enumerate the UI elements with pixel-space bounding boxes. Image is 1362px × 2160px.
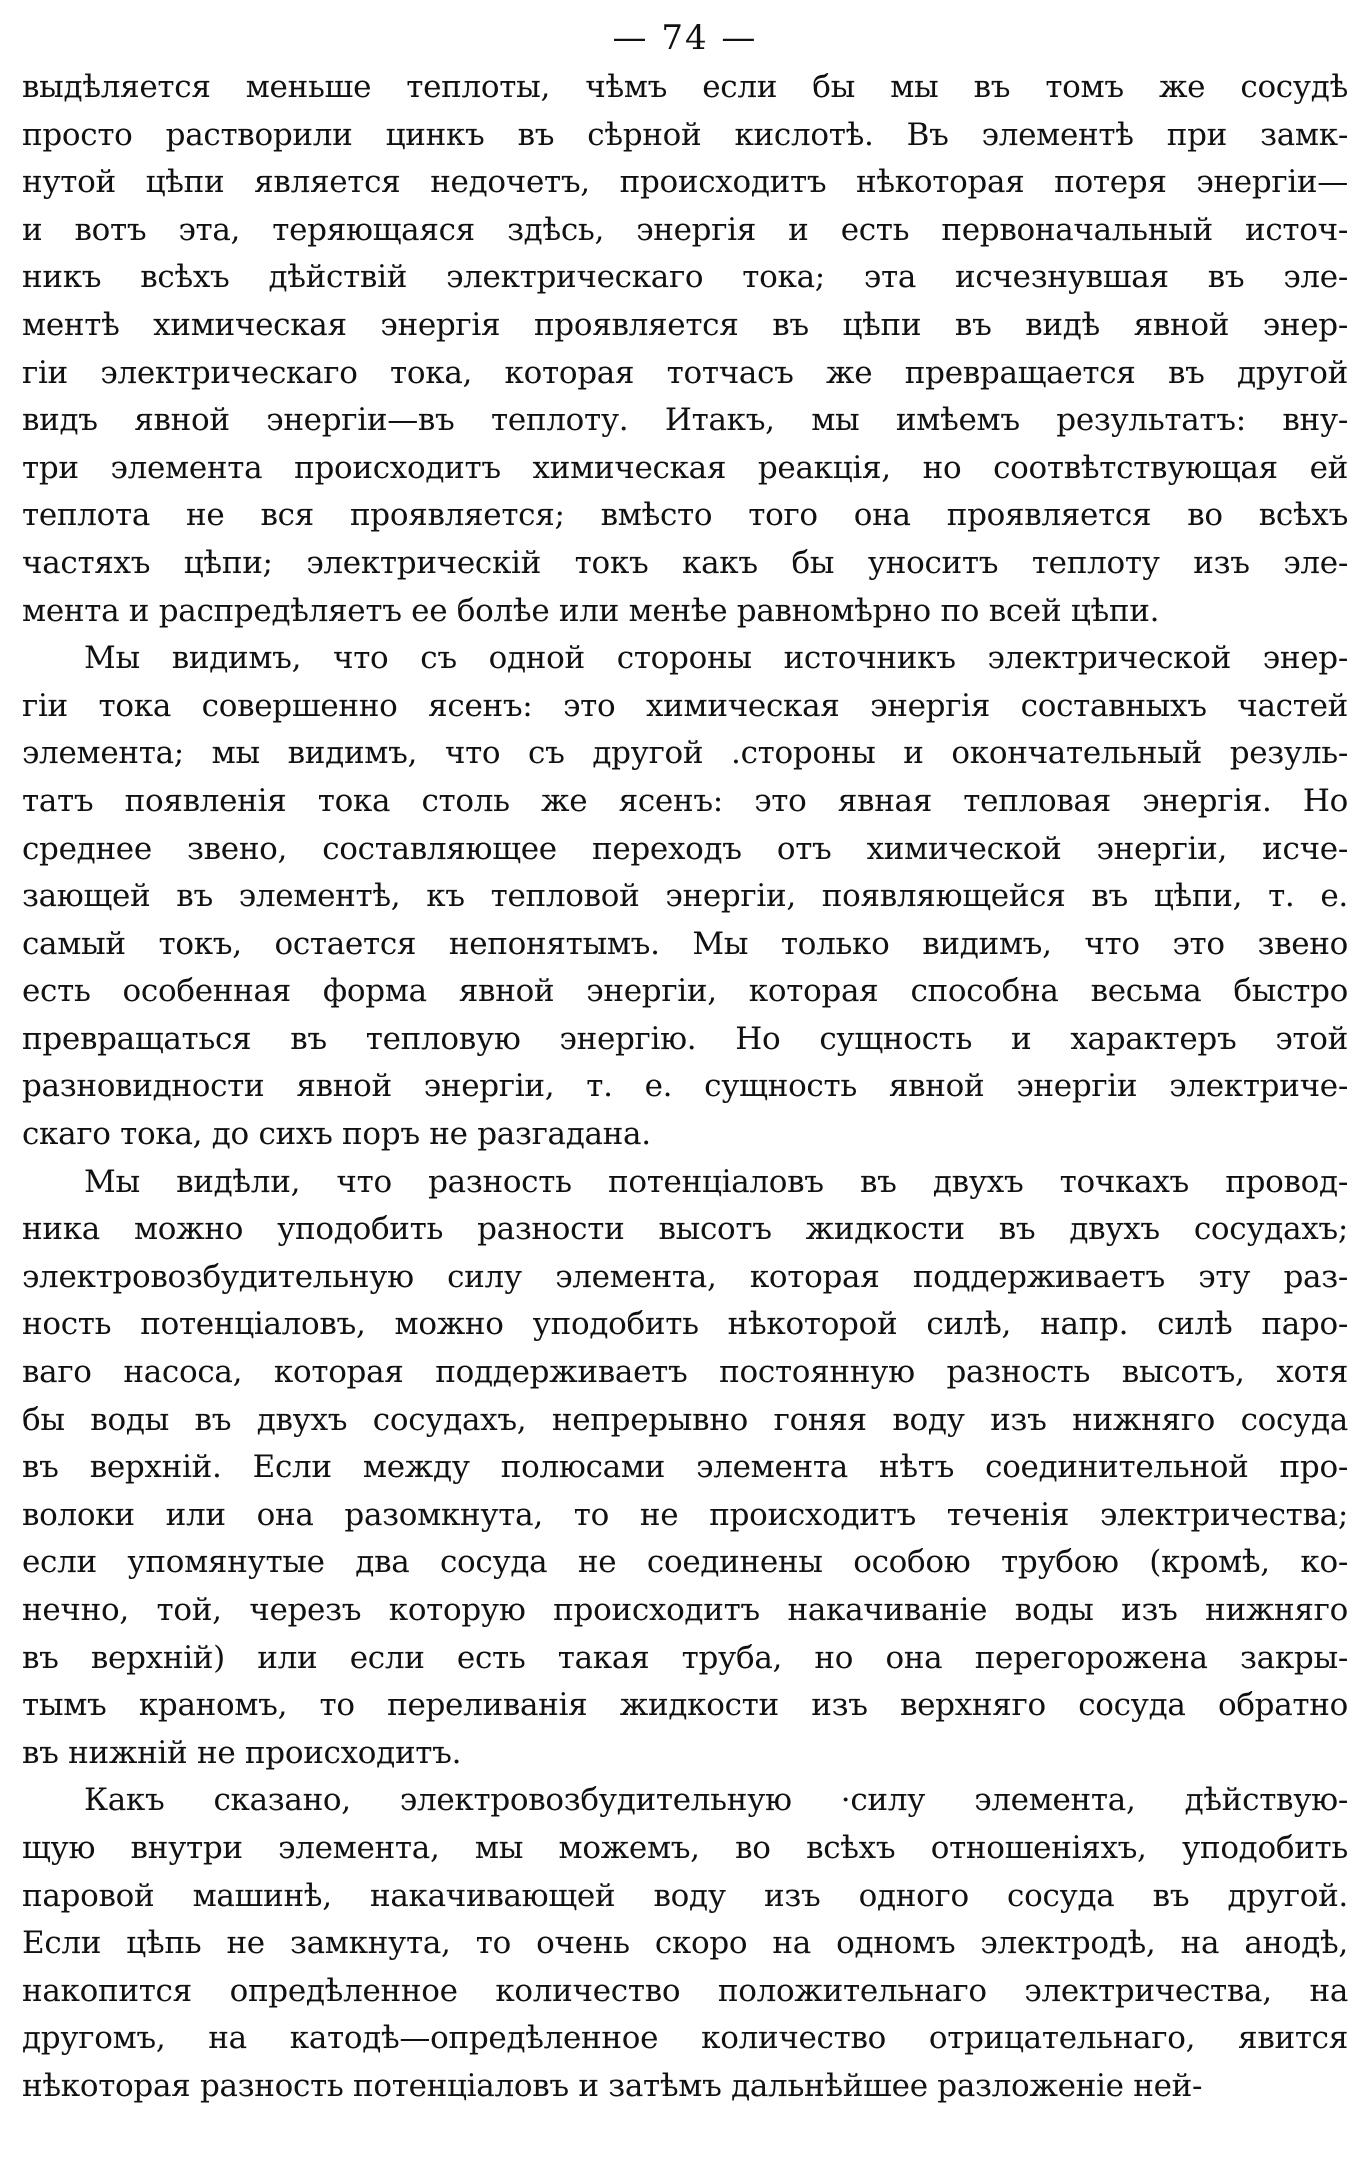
text-line: накопится опредѣленное количество положительнаго электричества, на [22, 1972, 1348, 2009]
text-line: тымъ краномъ, то переливанія жидкости изъ верхняго сосуда обратно [22, 1687, 1348, 1724]
text-line: татъ появленія тока столь же ясенъ: это явная тепловая энергія. Но [22, 782, 1348, 819]
text-line: превращаться въ тепловую энергію. Но сущность и характеръ этой [22, 1020, 1348, 1057]
text-line: Мы видимъ, что съ одной стороны источникъ электрической энер- [84, 640, 1348, 677]
text-line: три элемента происходитъ химическая реакція, но соотвѣтствующая ей [22, 449, 1348, 486]
text-line: просто растворили цинкъ въ сѣрной кислотѣ. Въ элементѣ при замк- [22, 116, 1348, 153]
page-text [22, 64, 1348, 2111]
paragraph [22, 1159, 1348, 1778]
text-line: зающей въ элементѣ, къ тепловой энергіи, появляющейся въ цѣпи, т. е. [22, 878, 1348, 915]
page-number: — 74 — [612, 18, 758, 58]
text-line: мента и распредѣляетъ ее болѣе или менѣе равномѣрно по всей цѣпи. [22, 592, 1160, 629]
text-line: и вотъ эта, теряющаяся здѣсь, энергія и есть первоначальный источ- [22, 211, 1348, 248]
text-line: видъ явной энергіи—въ теплоту. Итакъ, мы имѣемъ результатъ: вну- [22, 402, 1348, 439]
text-line: паровой машинѣ, накачивающей воду изъ одного сосуда въ другой. [22, 1877, 1348, 1914]
text-line: никъ всѣхъ дѣйствій электрическаго тока; эта исчезнувшая въ эле- [22, 259, 1348, 296]
text-line: ментѣ химическая энергія проявляется въ цѣпи въ видѣ явной энер- [22, 306, 1348, 343]
text-line: выдѣляется меньше теплоты, чѣмъ если бы мы въ томъ же сосудѣ [22, 69, 1348, 105]
text-line: нутой цѣпи является недочетъ, происходитъ нѣкоторая потеря энергіи— [22, 164, 1348, 201]
text-line: частяхъ цѣпи; электрическій токъ какъ бы уноситъ теплоту изъ эле- [22, 544, 1348, 581]
text-line: волоки или она разомкнута, то не происходитъ теченія электричества; [22, 1496, 1348, 1533]
text-line: ность потенціаловъ, можно уподобить нѣкоторой силѣ, напр. силѣ паро- [22, 1306, 1348, 1343]
text-line: самый токъ, остается непонятымъ. Мы только видимъ, что это звено [22, 925, 1348, 962]
text-line: ваго насоса, которая поддерживаетъ постоянную разность высотъ, хотя [22, 1354, 1348, 1391]
text-line: теплота не вся проявляется; вмѣсто того она проявляется во всѣхъ [22, 497, 1348, 534]
text-line: скаго тока, до сихъ поръ не разгадана. [22, 1116, 651, 1153]
paragraph [22, 1777, 1348, 2110]
text-line: Мы видѣли, что разность потенціаловъ въ двухъ точкахъ провод- [84, 1163, 1348, 1200]
text-line: электровозбудительную силу элемента, которая поддерживаетъ эту раз- [22, 1258, 1348, 1295]
paragraph [22, 635, 1348, 1159]
text-line: другомъ, на катодѣ—опредѣленное количество отрицательнаго, явится [22, 2020, 1348, 2057]
text-line: элемента; мы видимъ, что съ другой .стороны и окончательный резуль- [22, 735, 1348, 772]
text-line: въ нижній не происходитъ. [22, 1734, 462, 1771]
text-line: Если цѣпь не замкнута, то очень скоро на одномъ электродѣ, на анодѣ, [22, 1925, 1348, 1962]
text-line: Какъ сказано, электровозбудительную ·силу элемента, дѣйствую- [84, 1782, 1348, 1819]
text-line: въ верхній) или если есть такая труба, но она перегорожена закры- [22, 1639, 1348, 1676]
text-line: если упомянутые два сосуда не соединены особою трубою (кромѣ, ко- [22, 1544, 1348, 1581]
text-line: нѣкоторая разность потенціаловъ и затѣмъ дальнѣйшее разложеніе ней- [22, 2067, 1203, 2104]
text-line: щую внутри элемента, мы можемъ, во всѣхъ отношеніяхъ, уподобить [22, 1829, 1348, 1866]
text-line: нечно, той, черезъ которую происходитъ накачиваніе воды изъ нижняго [22, 1592, 1348, 1628]
text-line: ника можно уподобить разности высотъ жидкости въ двухъ сосудахъ; [22, 1211, 1348, 1248]
text-line: гіи тока совершенно ясенъ: это химическая энергія составныхъ частей [22, 687, 1348, 724]
text-line: гіи электрическаго тока, которая тотчасъ же превращается въ другой [22, 354, 1348, 391]
paragraph [22, 64, 1348, 635]
text-line: бы воды въ двухъ сосудахъ, непрерывно гоняя воду изъ нижняго сосуда [22, 1401, 1348, 1438]
text-line: въ верхній. Если между полюсами элемента нѣтъ соединительной про- [22, 1449, 1348, 1486]
text-line: разновидности явной энергіи, т. е. сущность явной энергіи электриче- [22, 1068, 1348, 1105]
text-line: есть особенная форма явной энергіи, которая способна весьма быстро [22, 973, 1348, 1010]
text-line: среднее звено, составляющее переходъ отъ химической энергіи, исче- [22, 830, 1348, 867]
